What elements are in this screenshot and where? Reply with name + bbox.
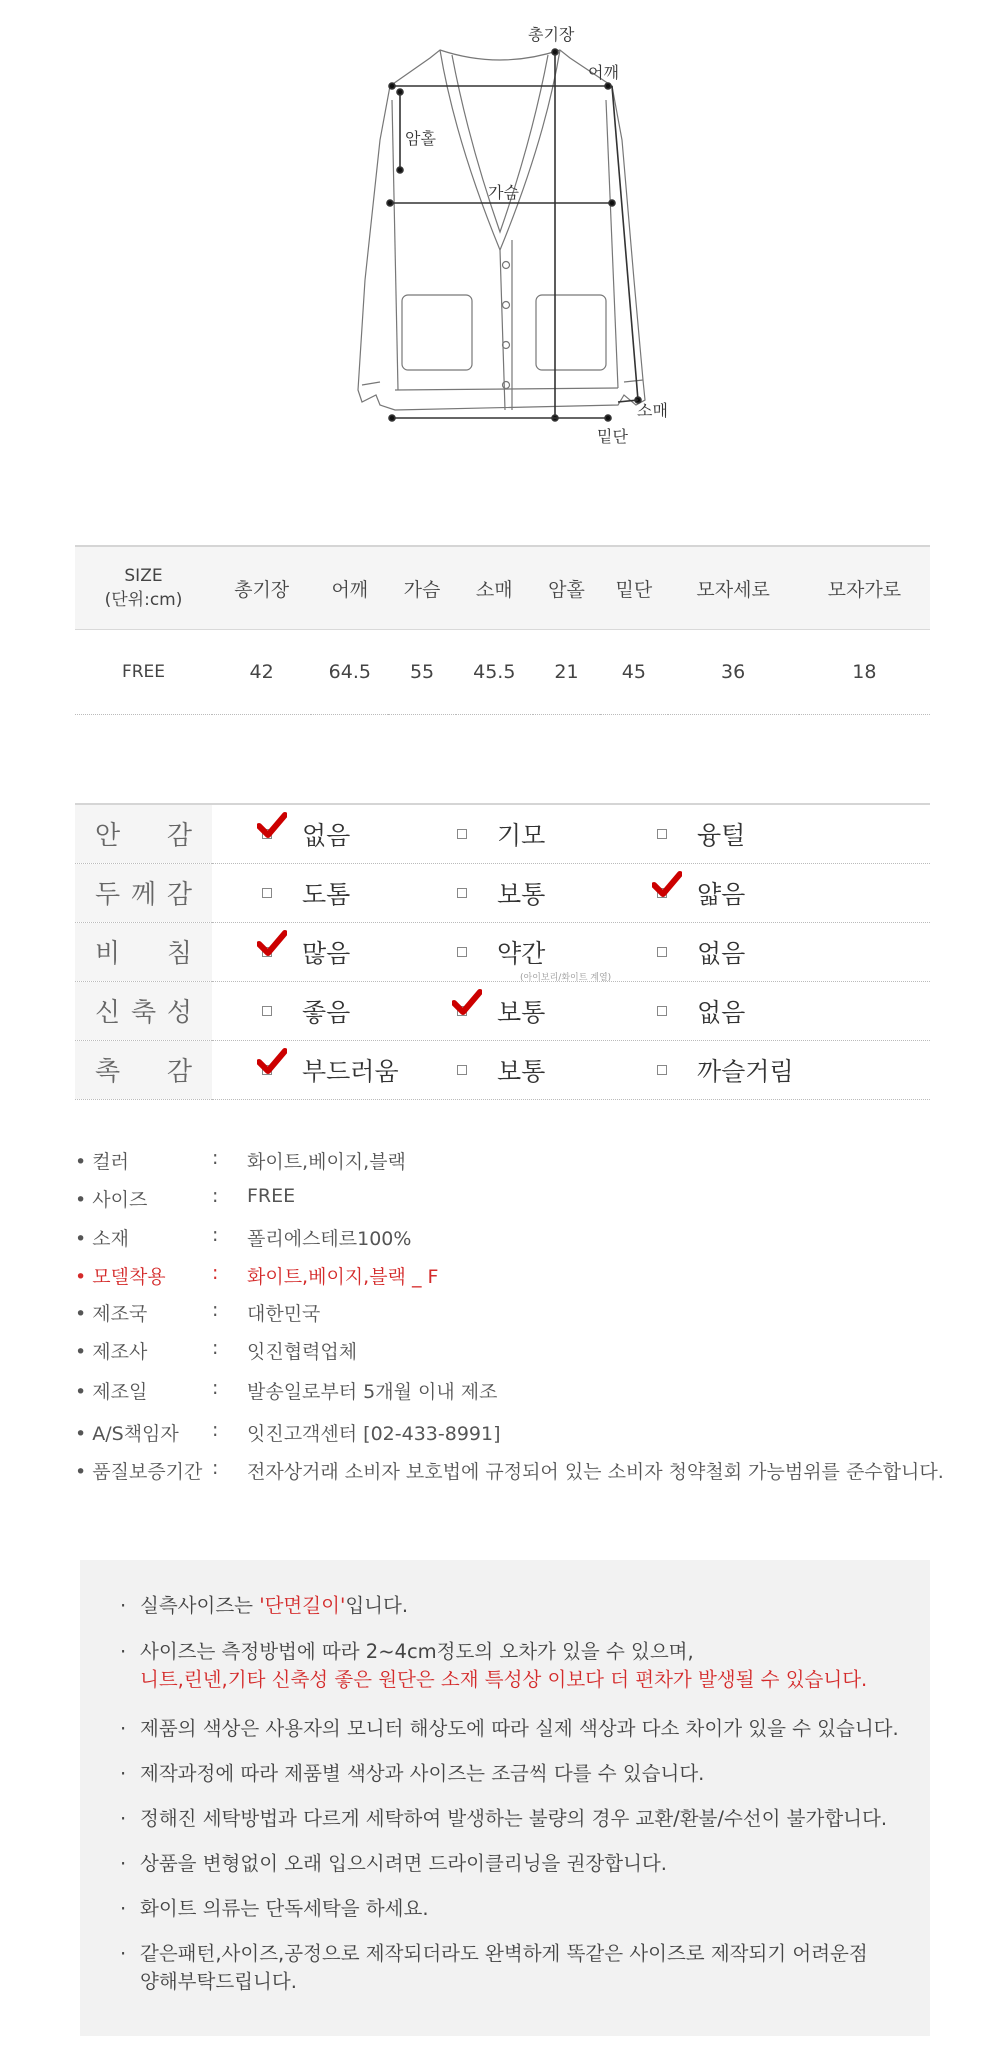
feel-option-label: 보통 [497,1056,546,1086]
notice-text: 상품을 변형없이 오래 입으시려면 드라이클리닝을 권장합니다. [140,1852,667,1875]
header-size-unit: (단위:cm) [104,590,183,610]
feel-options [212,1040,930,1099]
feel-option[interactable] [657,1041,794,1099]
feel-option-label: 도톰 [302,879,351,909]
cell-total-length: 42 [212,630,311,715]
info-value: 대한민국 [247,1303,321,1325]
info-colon: : [212,1457,219,1479]
header-shoulder: 어깨 [311,546,388,630]
feel-category-char: 축 [130,998,157,1028]
feel-option-label: 없음 [697,938,746,968]
checkbox[interactable] [262,947,272,957]
header-size-title: SIZE [124,566,163,586]
checkbox[interactable] [657,888,667,898]
checkbox[interactable] [457,1065,467,1075]
feel-category-char: 성 [166,998,192,1028]
notice-text: 양해부탁드립니다. [140,1970,297,1993]
feel-option[interactable] [262,864,350,922]
feel-option-label: 부드러움 [302,1056,399,1086]
notice-highlight: 니트,린넨,기타 신축성 좋은 원단은 소재 특성상 이보다 더 편차가 발생될 수 있습니다. [140,1668,868,1691]
info-label: • 품질보증기간 [75,1461,203,1483]
notice-text: 실측사이즈는 [140,1594,260,1617]
bullet: · [120,1852,127,1875]
feel-category [75,981,212,1040]
feel-category-char: 감 [166,821,192,852]
feel-category [75,1040,212,1099]
info-label: • 모델착용 [75,1266,166,1288]
checkbox[interactable] [457,829,467,839]
feel-option-label: 얇음 [697,879,746,909]
info-colon: : [212,1185,219,1207]
bullet: · [120,1762,127,1785]
feel-option[interactable] [457,864,545,922]
check-icon [257,812,287,840]
cell-chest: 55 [388,630,455,715]
bullet: · [120,1897,127,1920]
feel-category-char: 안 [95,821,121,852]
feel-option[interactable] [457,805,545,863]
feel-option-label: 약간 [497,938,546,968]
info-colon: : [212,1419,219,1441]
info-value: FREE [247,1185,296,1207]
cell-size: FREE [75,630,212,715]
info-colon: : [212,1377,219,1399]
fabric-feel-table [75,803,930,1100]
table-row [75,981,930,1040]
feel-options [212,922,930,981]
table-row [75,922,930,981]
feel-options [212,863,930,922]
feel-option-label: 좋음 [302,997,351,1027]
feel-category-char: 께 [130,880,157,910]
info-value: 폴리에스테르100% [247,1228,412,1250]
feel-option[interactable] [457,1041,545,1099]
feel-category-char: 감 [166,880,192,910]
checkbox[interactable] [657,1065,667,1075]
feel-category [75,922,212,981]
label-armhole: 암홀 [405,129,436,148]
info-value: 발송일로부터 5개월 이내 제조 [247,1381,498,1403]
feel-category [75,863,212,922]
bullet: · [120,1594,127,1617]
info-value: 화이트,베이지,블랙 [247,1151,406,1173]
feel-option[interactable] [657,805,745,863]
label-shoulder: 어깨 [588,63,619,82]
info-label: • 소재 [75,1228,129,1250]
header-size [75,546,212,630]
cell-hem: 45 [600,630,667,715]
info-label: • 컬러 [75,1151,129,1173]
feel-option-label: 까슬거림 [697,1056,794,1086]
check-icon [257,1048,287,1076]
table-row [75,863,930,922]
header-hood-height: 모자세로 [668,546,799,630]
info-label: • 제조국 [75,1303,148,1325]
bullet: · [120,1807,127,1830]
info-colon: : [212,1262,219,1284]
feel-category-char: 촉 [95,1057,121,1087]
feel-option-label: 없음 [697,997,746,1027]
table-row [75,1040,930,1099]
feel-option[interactable] [457,923,612,983]
checkbox[interactable] [262,1006,272,1016]
info-label: • A/S책임자 [75,1423,179,1445]
notice-text: 같은패턴,사이즈,공정으로 제작되더라도 완벽하게 똑같은 사이즈로 제작되기 어려운점 [140,1942,868,1965]
table-row [75,630,930,715]
feel-option-label: 보통 [497,879,546,909]
info-colon: : [212,1224,219,1246]
info-value: 전자상거래 소비자 보호법에 규정되어 있는 소비자 청약철회 가능범위를 준수합니다. [247,1461,944,1483]
notice-text: 제작과정에 따라 제품별 색상과 사이즈는 조금씩 다를 수 있습니다. [140,1762,705,1785]
info-label: • 사이즈 [75,1189,148,1211]
table-row [75,804,930,863]
info-colon: : [212,1147,219,1169]
feel-option[interactable] [657,923,745,981]
feel-option-label: 없음 [302,821,351,850]
checkbox[interactable] [457,1006,467,1016]
check-icon [257,930,287,958]
feel-options [212,981,930,1040]
label-sleeve: 소매 [637,401,668,420]
cell-hood-height: 36 [668,630,799,715]
size-table-header [75,546,930,630]
size-table [75,545,930,715]
feel-option[interactable] [457,982,545,1040]
header-total-length: 총기장 [212,546,311,630]
header-armhole: 암홀 [533,546,600,630]
bullet: · [120,1717,127,1740]
check-icon [652,871,682,899]
checkbox[interactable] [457,888,467,898]
feel-category-char: 감 [166,1057,192,1087]
bullet: · [120,1942,127,1965]
checkbox[interactable] [262,829,272,839]
info-label: • 제조일 [75,1381,148,1403]
size-diagram [300,0,700,470]
notice-highlight: '단면길이' [259,1594,346,1617]
checkbox[interactable] [657,947,667,957]
feel-category-char: 침 [166,939,192,969]
label-chest: 가슴 [488,183,519,202]
feel-options [212,804,930,863]
feel-option-label: 기모 [497,821,546,850]
label-total-length: 총기장 [528,25,575,44]
info-value: 잇진협력업체 [247,1341,358,1363]
feel-option-label: 많음 [302,938,351,968]
bullet: · [120,1640,127,1663]
label-hem: 밑단 [597,427,628,446]
cell-hood-width: 18 [799,630,930,715]
cell-shoulder: 64.5 [311,630,388,715]
checkbox[interactable] [657,829,667,839]
header-hem: 밑단 [600,546,667,630]
checkbox[interactable] [262,1065,272,1075]
info-label: • 제조사 [75,1341,148,1363]
checkbox[interactable] [657,1006,667,1016]
checkbox[interactable] [457,947,467,957]
feel-option[interactable] [262,1041,399,1099]
info-value: 화이트,베이지,블랙 _ F [247,1266,439,1288]
feel-option[interactable] [262,982,350,1040]
notice-text: 사이즈는 측정방법에 따라 2~4cm정도의 오차가 있을 수 있으며, [140,1640,694,1663]
feel-note: (아이보리/화이트 계열) [520,972,612,983]
feel-option[interactable] [657,982,745,1040]
feel-category-char: 두 [95,880,121,910]
feel-category-char: 신 [95,998,121,1028]
feel-option-label: 보통 [497,997,546,1027]
feel-option[interactable] [262,923,350,981]
checkbox[interactable] [262,888,272,898]
header-chest: 가슴 [388,546,455,630]
info-value: 잇진고객센터 [02-433-8991] [247,1423,501,1445]
feel-option-label: 융털 [697,821,746,850]
notice-text: 제품의 색상은 사용자의 모니터 해상도에 따라 실제 색상과 다소 차이가 있을 수 있습니다. [140,1717,899,1740]
feel-category [75,804,212,863]
feel-option[interactable] [262,805,350,863]
notice-text: 화이트 의류는 단독세탁을 하세요. [140,1897,429,1920]
cell-sleeve: 45.5 [456,630,533,715]
feel-option[interactable] [657,864,745,922]
header-hood-width: 모자가로 [799,546,930,630]
check-icon [452,989,482,1017]
feel-category-char: 비 [95,939,121,969]
info-colon: : [212,1299,219,1321]
notice-text: 입니다. [345,1594,409,1617]
notice-box [80,1560,930,2036]
header-sleeve: 소매 [456,546,533,630]
notice-text: 정해진 세탁방법과 다르게 세탁하여 발생하는 불량의 경우 교환/환불/수선이 불가합니다. [140,1807,888,1830]
cell-armhole: 21 [533,630,600,715]
info-colon: : [212,1337,219,1359]
